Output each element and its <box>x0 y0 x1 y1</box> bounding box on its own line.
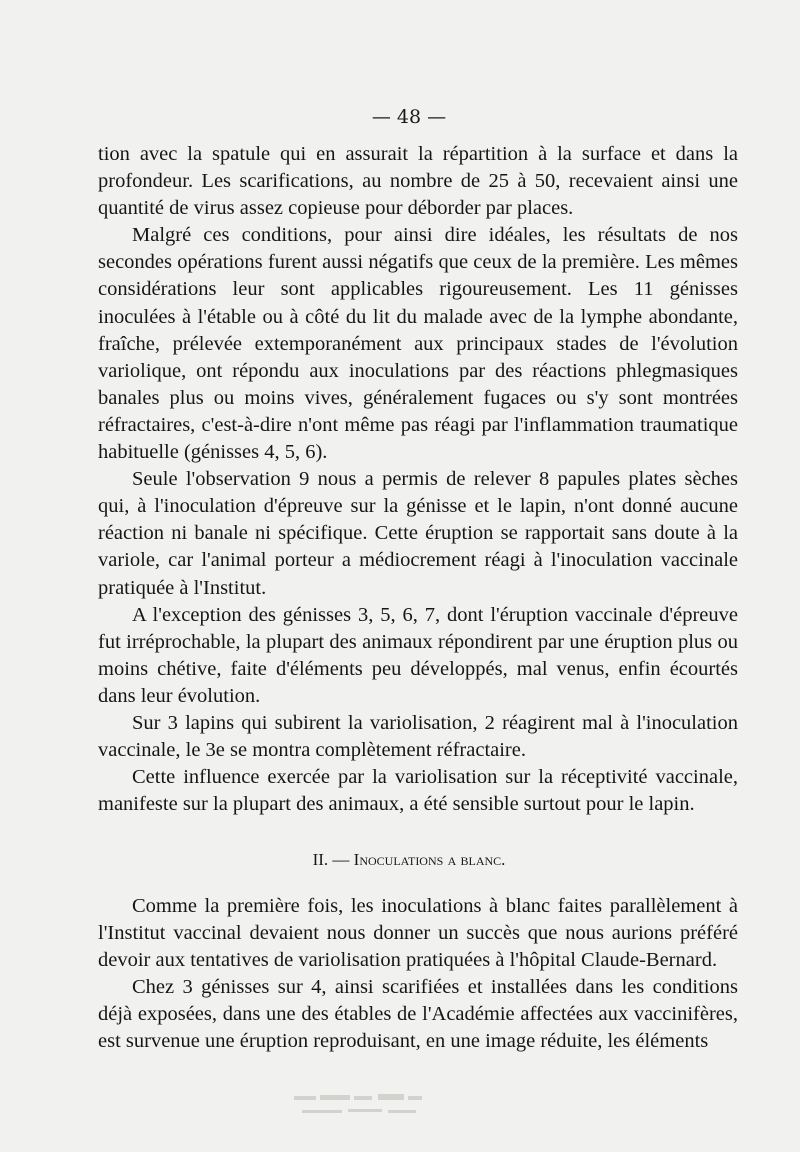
paragraph: Sur 3 lapins qui subirent la variolisation, 2 réagirent mal à l'inoculation vaccinale, le 3e se montra complètement réfractaire. <box>98 711 738 762</box>
paragraph: Chez 3 génisses sur 4, ainsi scarifiées et installées dans les conditions déjà exposées, dans une des étables de l'Académie affectées aux vaccinifères, est survenue une éruption reproduisant, en une image réduite, les éléments <box>98 976 738 1053</box>
paragraph: Cette influence exercée par la variolisation sur la réceptivité vaccinale, manifeste sur la plupart des animaux, a été sensible surtout pour le lapin. <box>98 766 738 816</box>
section-heading <box>0 850 800 870</box>
paragraph: A l'exception des génisses 3, 5, 6, 7, dont l'éruption vaccinale d'épreuve fut irréprochable, la plupart des animaux répondirent par une éruption plus ou moins chétive, faite d'éléments peu développés, mal venus, enfin écourtés dans leur évolution. <box>98 603 738 707</box>
page-number: — 48 — <box>371 106 447 128</box>
paragraph: tion avec la spatule qui en assurait la répartition à la surface et dans la profondeur. Les scarifications, au nombre de 25 à 50, recevaient ainsi une quantité de virus assez copieuse pour déborder par places. <box>98 143 738 220</box>
library-stamp-faint <box>290 1090 460 1124</box>
paragraph: Seule l'observation 9 nous a permis de relever 8 papules plates sèches qui, à l'inoculation d'épreuve sur la génisse et le lapin, n'ont donné aucune réaction ni banale ni spécifique. Cette éruption se rapportait sans doute à la variole, car l'animal porteur a médiocrement réagi à l'inoculation vaccinale pratiquée à l'Institut. <box>98 468 738 599</box>
body-text-bottom <box>98 893 738 1056</box>
body-text-top <box>98 141 738 818</box>
paragraph: Malgré ces conditions, pour ainsi dire idéales, les résultats de nos secondes opérations furent aussi négatifs que ceux de la première. Les mêmes considérations leur sont applicables rigoureusement. Les 11 génisses inoculées à l'étable ou à côté du lit du malade avec de la lymphe abondante, fraîche, prélevée extemporanément aux principaux stades de l'évolution variolique, ont répondu aux inoculations par des réactions phlegmasiques banales plus ou moins vives, généralement fugaces ou s'y sont montrées réfractaires, c'est-à-dire n'ont même pas réagi par l'inflammation traumatique habituelle (génisses 4, 5, 6). <box>98 224 738 464</box>
paragraph: Comme la première fois, les inoculations à blanc faites parallèlement à l'Institut vaccinal devaient nous donner un succès que nous aurions préféré devoir aux tentatives de variolisation pratiquées à l'hôpital Claude-Bernard. <box>98 895 738 972</box>
section-title: Inoculations a blanc. <box>353 850 506 869</box>
section-number: II. — <box>312 850 350 869</box>
